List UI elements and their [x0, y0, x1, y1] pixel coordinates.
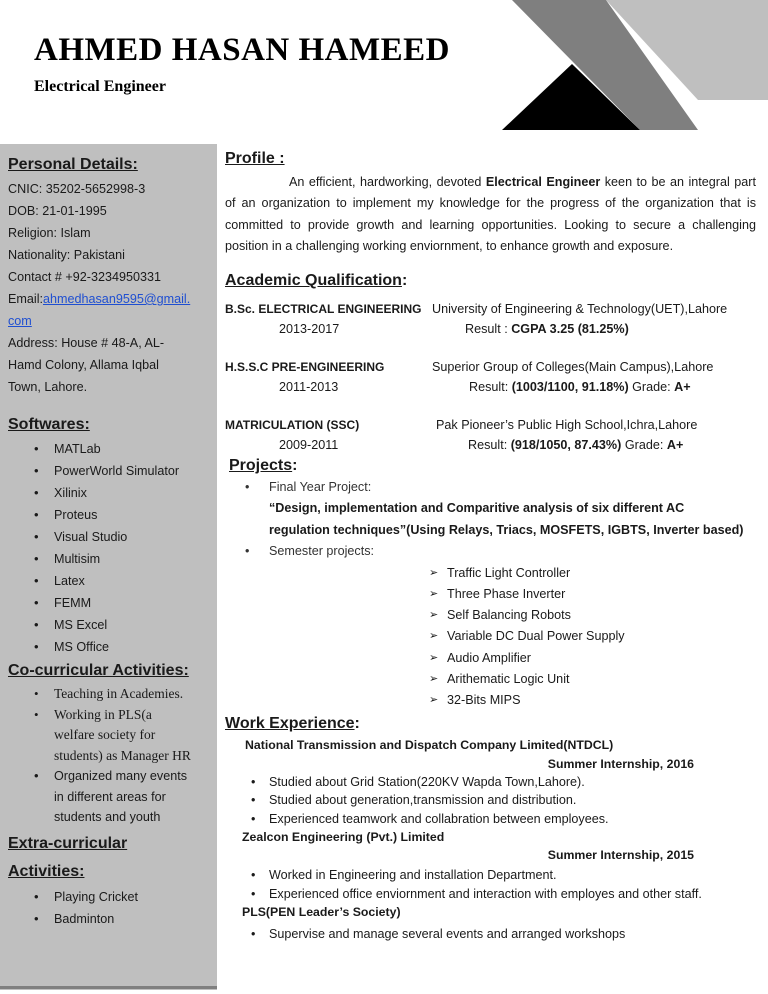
- nationality: Nationality: Pakistani: [8, 248, 125, 262]
- cocurricular-item: • Teaching in Academies.: [34, 684, 211, 705]
- fyp-label: • Final Year Project:: [225, 477, 756, 499]
- religion: Religion: Islam: [8, 226, 91, 240]
- academic-ssc: MATRICULATION (SSC) Pak Pioneer’s Public High School,Ichra,Lahore 2009-2011 Result: (918/1050, 87.43%) Grade: A+: [225, 418, 698, 453]
- semester-project: ➢ Self Balancing Robots: [225, 605, 756, 626]
- cnic: CNIC: 35202-5652998-3: [8, 182, 146, 196]
- projects-title: Projects:: [229, 457, 298, 475]
- software-item: • Xilinix: [34, 482, 211, 504]
- software-item: • Visual Studio: [34, 526, 211, 548]
- sidebar-bottom-rule: [0, 986, 217, 989]
- duration-zealcon: Summer Internship, 2015: [547, 848, 694, 863]
- deco-grey-band: [512, 0, 698, 130]
- extra-item: • Playing Cricket: [34, 886, 211, 908]
- header-decoration: [0, 0, 768, 140]
- semester-project: ➢ Three Phase Inverter: [225, 584, 756, 605]
- work-item: • Worked in Engineering and installation Department.: [225, 866, 756, 885]
- work-section: [225, 713, 756, 944]
- candidate-name: AHMED HASAN HAMEED: [34, 32, 451, 68]
- sidebar: [0, 144, 217, 990]
- cocurricular-title: Co-curricular Activities:: [8, 662, 189, 679]
- profile-text: An efficient, hardworking, devoted Electrical Engineer keen to be an integral part of an organization to implement my knowledge for the progress of the organization that is committed to provide growth and learning opportunities. Looking to secure a challenging position in a challenging working enviornment, to enhance growth and exposure.: [225, 174, 756, 254]
- address-line-3: Town, Lahore.: [8, 380, 88, 394]
- fyp-title-line-2: regulation techniques”(Using Relays, Triacs, MOSFETS, IGBTS, Inverter based): [269, 522, 744, 537]
- extra-title-1: Extra-curricular: [8, 834, 128, 852]
- duration-ntdcl: Summer Internship, 2016: [547, 756, 694, 771]
- work-item: • Studied about Grid Station(220KV Wapda Town,Lahore).: [225, 773, 756, 792]
- cocurricular-item: • Working in PLS(a welfare society for students) as Manager HR: [34, 705, 211, 767]
- main-content: [225, 148, 756, 944]
- software-item: • Latex: [34, 570, 211, 592]
- academic-hssc: H.S.S.C PRE-ENGINEERING Superior Group of Colleges(Main Campus),Lahore 2011-2013 Result: (1003/1100, 91.18%) Grade: A+: [225, 360, 714, 395]
- email-continued: [8, 310, 211, 332]
- dob: DOB: 21-01-1995: [8, 204, 107, 218]
- software-item: • FEMM: [34, 592, 211, 614]
- company-zealcon: Zealcon Engineering (Pvt.) Limited: [242, 830, 445, 845]
- software-item: • Proteus: [34, 504, 211, 526]
- fyp-title-line-1: “Design, implementation and Comparitive analysis of six different AC: [269, 501, 685, 516]
- cocurricular-item: • Organized many events in different areas for students and youth: [34, 766, 211, 828]
- work-item: • Experienced office enviornment and interaction with employes and other staff.: [225, 885, 756, 904]
- projects-section: [225, 455, 756, 711]
- semester-project: ➢ Traffic Light Controller: [225, 563, 756, 584]
- email: [8, 288, 211, 310]
- software-item: • MS Office: [34, 636, 211, 658]
- software-item: • MATLab: [34, 438, 211, 460]
- cocurricular-list-2: [8, 766, 211, 828]
- extra-item: • Badminton: [34, 908, 211, 930]
- profile-title: Profile :: [225, 150, 285, 167]
- personal-details-title: Personal Details:: [8, 156, 138, 173]
- semester-project: ➢ Variable DC Dual Power Supply: [225, 626, 756, 647]
- semester-project: ➢ Audio Amplifier: [225, 648, 756, 669]
- deco-light-band: [606, 0, 768, 100]
- software-item: • Multisim: [34, 548, 211, 570]
- address-line-2: Hamd Colony, Allama Iqbal: [8, 358, 159, 372]
- contact: Contact # +92-3234950331: [8, 270, 162, 284]
- company-ntdcl: National Transmission and Dispatch Company Limited(NTDCL): [245, 737, 614, 752]
- email-label: Email:: [8, 292, 43, 306]
- work-title: Work Experience:: [225, 715, 360, 733]
- address-line-1: Address: House # 48-A, AL-: [8, 336, 165, 350]
- email-link[interactable]: ahmedhasan9595@gmail.: [43, 292, 191, 306]
- software-item: • MS Excel: [34, 614, 211, 636]
- academic-bsc: B.Sc. ELECTRICAL ENGINEERING University of Engineering & Technology(UET),Lahore 2013-2017 Result : CGPA 3.25 (81.25%): [225, 302, 728, 337]
- semester-label: • Semester projects:: [225, 541, 756, 563]
- work-item: • Experienced teamwork and collabration between employees.: [225, 810, 756, 829]
- extra-title-2: Activities:: [8, 862, 85, 880]
- work-item: • Supervise and manage several events and arranged workshops: [225, 925, 756, 944]
- software-item: • PowerWorld Simulator: [34, 460, 211, 482]
- softwares-list: [8, 438, 211, 658]
- semester-project: ➢ 32-Bits MIPS: [225, 690, 756, 711]
- deco-dark-triangle: [502, 64, 640, 130]
- semester-project: ➢ Arithematic Logic Unit: [225, 669, 756, 690]
- extra-list: [8, 886, 211, 930]
- cocurricular-list: [8, 684, 211, 766]
- work-item: • Studied about generation,transmission and distribution.: [225, 791, 756, 810]
- email-link-continued[interactable]: com: [8, 314, 32, 328]
- company-pls: PLS(PEN Leader’s Society): [242, 905, 401, 920]
- candidate-role: Electrical Engineer: [34, 78, 166, 95]
- academic-title: Academic Qualification:: [225, 271, 408, 289]
- softwares-title: Softwares:: [8, 416, 90, 433]
